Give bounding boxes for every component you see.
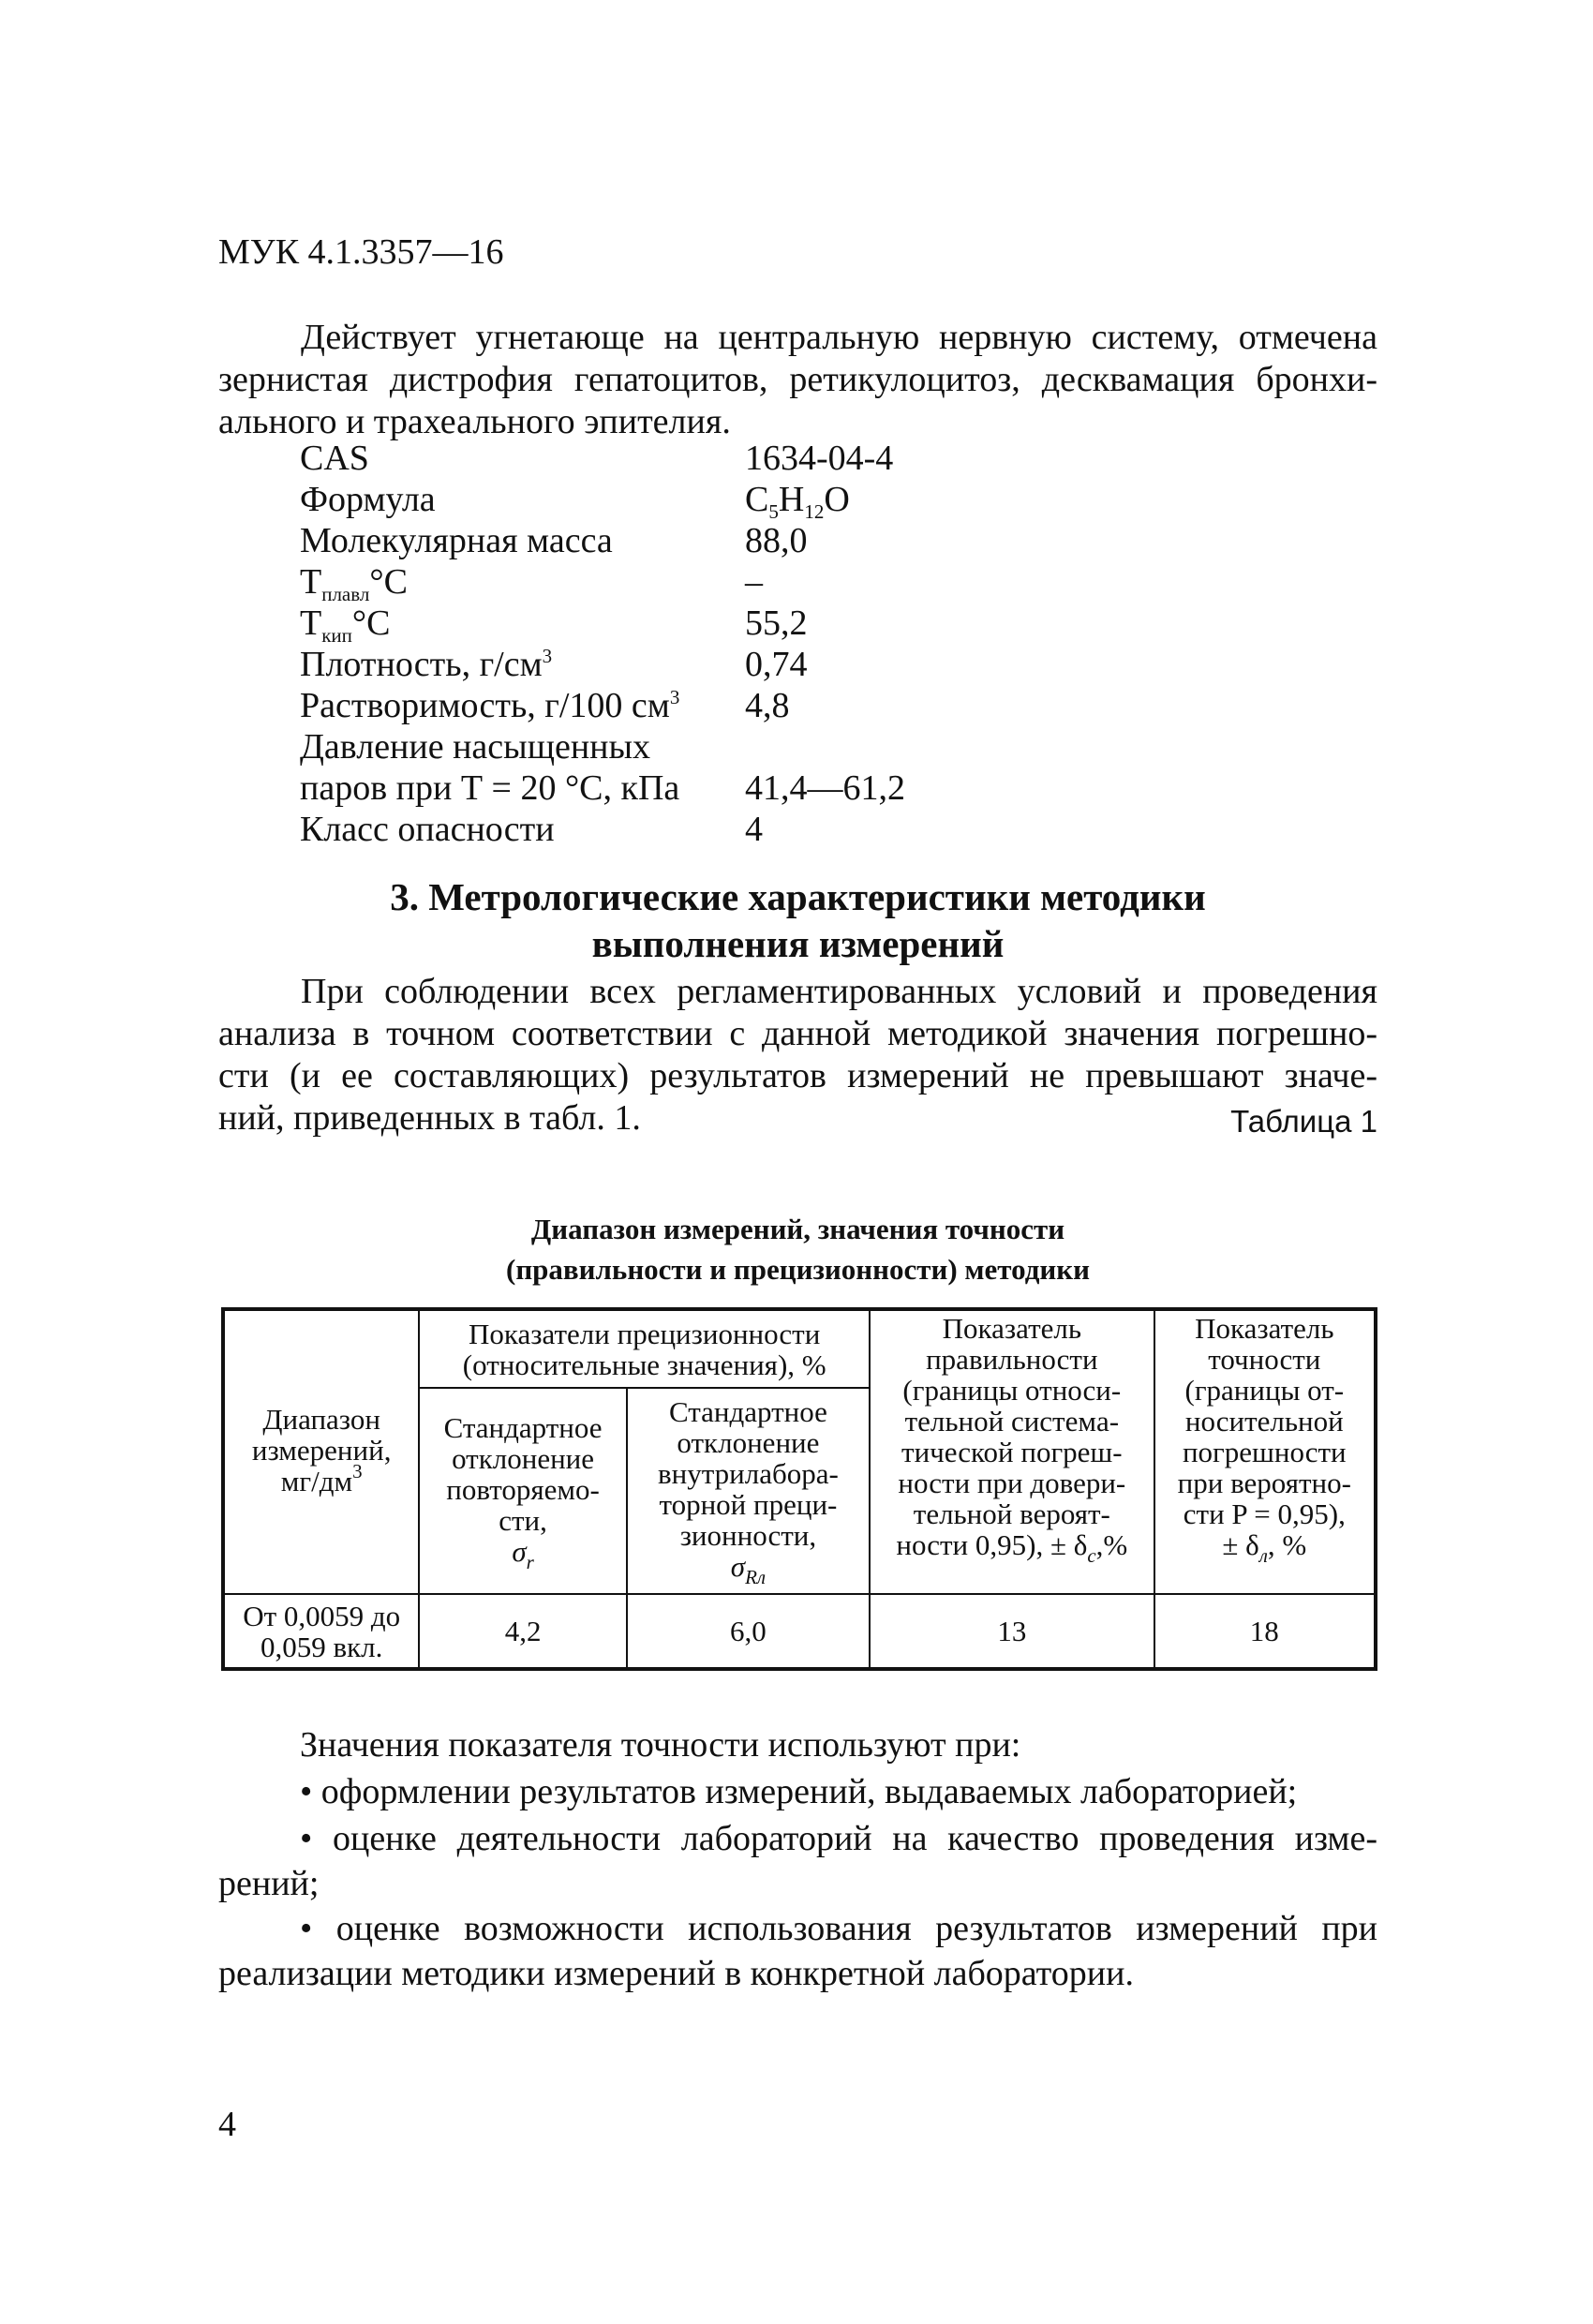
property-label bbox=[300, 603, 391, 647]
property-label: Формула bbox=[300, 480, 436, 519]
header-line: Стандартное bbox=[668, 1395, 827, 1428]
formula-sub-12: 12 bbox=[804, 500, 825, 523]
label-t: Т bbox=[300, 603, 322, 643]
property-value: 4 bbox=[745, 810, 763, 849]
header-repeatability bbox=[419, 1388, 626, 1594]
header-line: тельной вероят- bbox=[913, 1497, 1110, 1530]
header-line: правильности bbox=[926, 1343, 1098, 1376]
cell-repeatability: 4,2 bbox=[419, 1594, 626, 1669]
cell-trueness: 13 bbox=[870, 1594, 1154, 1669]
header-line bbox=[229, 1460, 414, 1500]
section-title bbox=[218, 873, 1377, 967]
header-line: сти, bbox=[499, 1503, 547, 1537]
section-paragraph bbox=[218, 971, 1377, 1140]
header-line: отклонение bbox=[452, 1441, 595, 1475]
header-line: Показатель bbox=[1195, 1312, 1334, 1345]
text-line: При соблюдении всех регламентированных условий и проведения bbox=[301, 972, 1377, 1011]
header-sub: л bbox=[1258, 1544, 1268, 1567]
header-line: Диапазон bbox=[262, 1403, 380, 1436]
table-label: Таблица 1 bbox=[1230, 1104, 1377, 1139]
property-label bbox=[300, 685, 679, 726]
property-label: Давление насыщенных bbox=[300, 727, 651, 767]
label-sub: плавл bbox=[321, 583, 370, 605]
header-line: (относительные значения), % bbox=[462, 1348, 826, 1381]
label-unit: °С bbox=[369, 562, 408, 602]
text-line: • оформлении результатов измерений, выдаваемых лабораторией; bbox=[300, 1772, 1298, 1811]
section-title-line: 3. Метрологические характеристики методики bbox=[390, 875, 1206, 918]
header-line bbox=[1159, 1528, 1370, 1567]
property-value: 1634-04-4 bbox=[745, 439, 894, 478]
page-number: 4 bbox=[218, 2105, 236, 2144]
property-value: 4,8 bbox=[745, 686, 790, 725]
header-line: тической погреш- bbox=[901, 1436, 1123, 1468]
header-line bbox=[874, 1528, 1150, 1567]
table-row bbox=[223, 1594, 1376, 1669]
header-precision bbox=[419, 1309, 870, 1388]
property-label: Молекулярная масса bbox=[300, 521, 613, 560]
header-line: зионности, bbox=[679, 1519, 817, 1552]
header-line: измерений, bbox=[251, 1434, 392, 1467]
usage-bullet bbox=[218, 1769, 1377, 1814]
sigma-symbol: σ bbox=[730, 1550, 746, 1583]
text-line: сти (и ее составляющих) результатов измерений не превышают значе- bbox=[218, 1056, 1377, 1095]
cell-accuracy: 18 bbox=[1154, 1594, 1376, 1669]
table-header-row bbox=[223, 1309, 1376, 1388]
usage-intro: Значения показателя точности используют при: bbox=[300, 1725, 1021, 1765]
text-line: ний, приведенных в табл. 1. bbox=[218, 1098, 641, 1138]
label-t: Т bbox=[300, 562, 322, 602]
property-value: 41,4—61,2 bbox=[745, 768, 905, 808]
header-line: ности при довери- bbox=[898, 1467, 1126, 1499]
header-line: сти P = 0,95), bbox=[1183, 1497, 1346, 1530]
cell-range bbox=[223, 1594, 419, 1669]
document-header: МУК 4.1.3357—16 bbox=[218, 232, 504, 272]
metrology-table bbox=[221, 1307, 1377, 1671]
header-sub: с bbox=[1087, 1544, 1096, 1567]
formula-o: O bbox=[824, 480, 850, 519]
header-text: мг/дм bbox=[280, 1465, 353, 1497]
property-label: Класс опасности bbox=[300, 810, 555, 849]
text-line: анализа в точном соответствии с данной методикой значения погрешно- bbox=[218, 1014, 1377, 1053]
property-value: 0,74 bbox=[745, 645, 808, 684]
table-caption bbox=[218, 1209, 1377, 1289]
property-value: – bbox=[745, 562, 763, 602]
header-line: носительной bbox=[1184, 1405, 1344, 1438]
section-title-line: выполнения измерений bbox=[591, 922, 1005, 965]
formula-h: H bbox=[778, 480, 805, 519]
header-text: ,% bbox=[1095, 1528, 1128, 1561]
property-value: 55,2 bbox=[745, 603, 808, 643]
text-line: зернистая дистрофия гепатоцитов, ретикулоцитоз, десквамация бронхи- bbox=[218, 360, 1377, 399]
header-intralab bbox=[627, 1388, 870, 1594]
header-range bbox=[223, 1309, 419, 1594]
header-line: торной преци- bbox=[659, 1488, 838, 1521]
usage-bullet bbox=[218, 1816, 1377, 1906]
header-trueness bbox=[870, 1309, 1154, 1594]
header-line: при вероятно- bbox=[1177, 1467, 1351, 1499]
sigma-symbol: σ bbox=[512, 1534, 527, 1568]
header-line: (границы от- bbox=[1184, 1374, 1345, 1407]
usage-bullet bbox=[218, 1906, 1377, 1996]
header-text: ности 0,95), ± δ bbox=[896, 1528, 1088, 1561]
header-text: ± δ bbox=[1222, 1528, 1259, 1561]
label-text: Растворимость, г/100 см bbox=[300, 686, 670, 725]
text-line: реализации методики измерений в конкретной лаборатории. bbox=[218, 1954, 1134, 1993]
property-value bbox=[745, 479, 850, 523]
intro-paragraph bbox=[218, 317, 1377, 443]
table-caption-line: (правильности и прецизионности) методики bbox=[506, 1253, 1090, 1286]
header-sup: 3 bbox=[352, 1460, 363, 1482]
header-line: Показатель bbox=[942, 1312, 1081, 1345]
table-caption-line: Диапазон измерений, значения точности bbox=[530, 1213, 1065, 1245]
header-line: Стандартное bbox=[443, 1410, 603, 1444]
text-line: • оценке возможности использования результатов измерений при bbox=[300, 1909, 1377, 1948]
header-accuracy bbox=[1154, 1309, 1376, 1594]
header-sub: r bbox=[526, 1550, 534, 1573]
cell-line: 0,059 вкл. bbox=[260, 1630, 383, 1663]
label-unit: °С bbox=[351, 603, 391, 643]
header-line bbox=[632, 1551, 865, 1586]
text-line: • оценке деятельности лабораторий на качество проведения изме- bbox=[300, 1819, 1377, 1858]
property-value: 88,0 bbox=[745, 521, 808, 560]
text-line: ального и трахеального эпителия. bbox=[218, 402, 731, 441]
header-line: отклонение bbox=[677, 1426, 820, 1459]
header-text: , % bbox=[1267, 1528, 1307, 1561]
property-label: паров при Т = 20 °С, кПа bbox=[300, 768, 680, 808]
formula-sub-5: 5 bbox=[768, 500, 779, 523]
cell-intralab: 6,0 bbox=[627, 1594, 870, 1669]
header-line: погрешности bbox=[1182, 1436, 1347, 1468]
header-line: внутрилабора- bbox=[658, 1457, 839, 1490]
header-line: повторяемо- bbox=[446, 1472, 600, 1506]
label-sub: кип bbox=[321, 624, 352, 647]
header-line: точности bbox=[1208, 1343, 1321, 1376]
header-line: Показатели прецизионности bbox=[469, 1317, 821, 1350]
cell-line: От 0,0059 до bbox=[243, 1599, 401, 1632]
label-sup: 3 bbox=[669, 686, 680, 708]
header-sub: Rл bbox=[745, 1566, 767, 1588]
property-label bbox=[300, 644, 552, 685]
label-text: Плотность, г/см bbox=[300, 645, 543, 684]
property-label bbox=[300, 561, 408, 603]
text-line: Действует угнетающе на центральную нервную систему, отмечена bbox=[301, 318, 1377, 357]
header-line bbox=[424, 1536, 621, 1571]
text-line: рений; bbox=[218, 1864, 320, 1903]
header-line: (границы относи- bbox=[902, 1374, 1122, 1407]
header-line: тельной системa- bbox=[904, 1405, 1120, 1438]
label-sup: 3 bbox=[542, 645, 553, 667]
formula-c: C bbox=[745, 480, 769, 519]
property-label: CAS bbox=[300, 439, 369, 478]
